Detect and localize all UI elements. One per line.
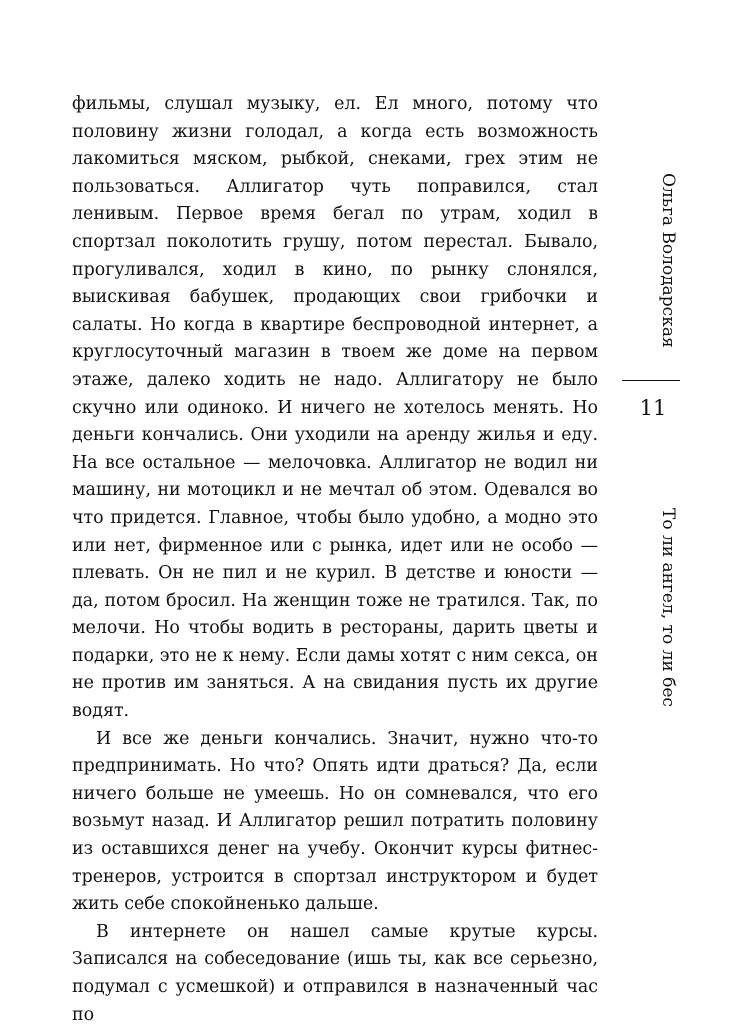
body-text — [72, 91, 598, 1029]
book-title: То ли ангел, то ли бес — [658, 507, 678, 707]
running-head — [608, 150, 720, 870]
header-divider — [622, 380, 680, 381]
paragraph-3: В интернете он нашел самые крутые курсы. Записался на собеседование (ишь ты, как все серьезно, подумал с усмешкой) и отправился в назначенный час по — [72, 921, 598, 1025]
author-name: Ольга Володарская — [658, 172, 678, 348]
page-number: 11 — [639, 396, 667, 420]
paragraph-1: фильмы, слушал музыку, ел. Ел много, потому что половину жизни голодал, а когда есть возможность лакомиться мяском, рыбкой, снеками, грех этим не пользоваться. Аллигатор чуть поправился, стал ленивым. Первое время бегал по утрам, ходил в спортзал поколотить грушу, потом перестал. Бывало, прогуливался, ходил в кино, по рынку слонялся, выискивая бабушек, продающих свои грибочки и салаты. Но когда в квартире беспроводной интернет, а круглосуточный магазин в твоем же доме на первом этаже, далеко ходить не надо. Аллигатору не было скучно или одиноко. И ничего не хотелось менять. Но деньги кончались. Они уходили на аренду жилья и еду. На все остальное — мелочовка. Аллигатор не водил ни машину, ни мотоцикл и не мечтал об этом. Одевался во что придется. Главное, чтобы было удобно, а модно это или нет, фирменное или с рынка, идет или не особо — плевать. Он не пил и не курил. В детстве и юности — да, потом бросил. На женщин тоже не тратился. Так, по мелочи. Но чтобы водить в рестораны, дарить цветы и подарки, это не к нему. Если дамы хотят с ним секса, он не против им заняться. А на свидания пусть их другие водят. — [72, 94, 598, 722]
paragraph-2: И все же деньги кончались. Значит, нужно что-то предпринимать. Но что? Опять идти драться? Да, если ничего больше не умеешь. Но он сомневался, что его возьмут назад. И Аллигатор решил потратить половину из оставшихся денег на учебу. Окончит курсы фитнес-тренеров, устроится в спортзал инструктором и будет жить себе спокойненько дальше. — [72, 728, 598, 915]
